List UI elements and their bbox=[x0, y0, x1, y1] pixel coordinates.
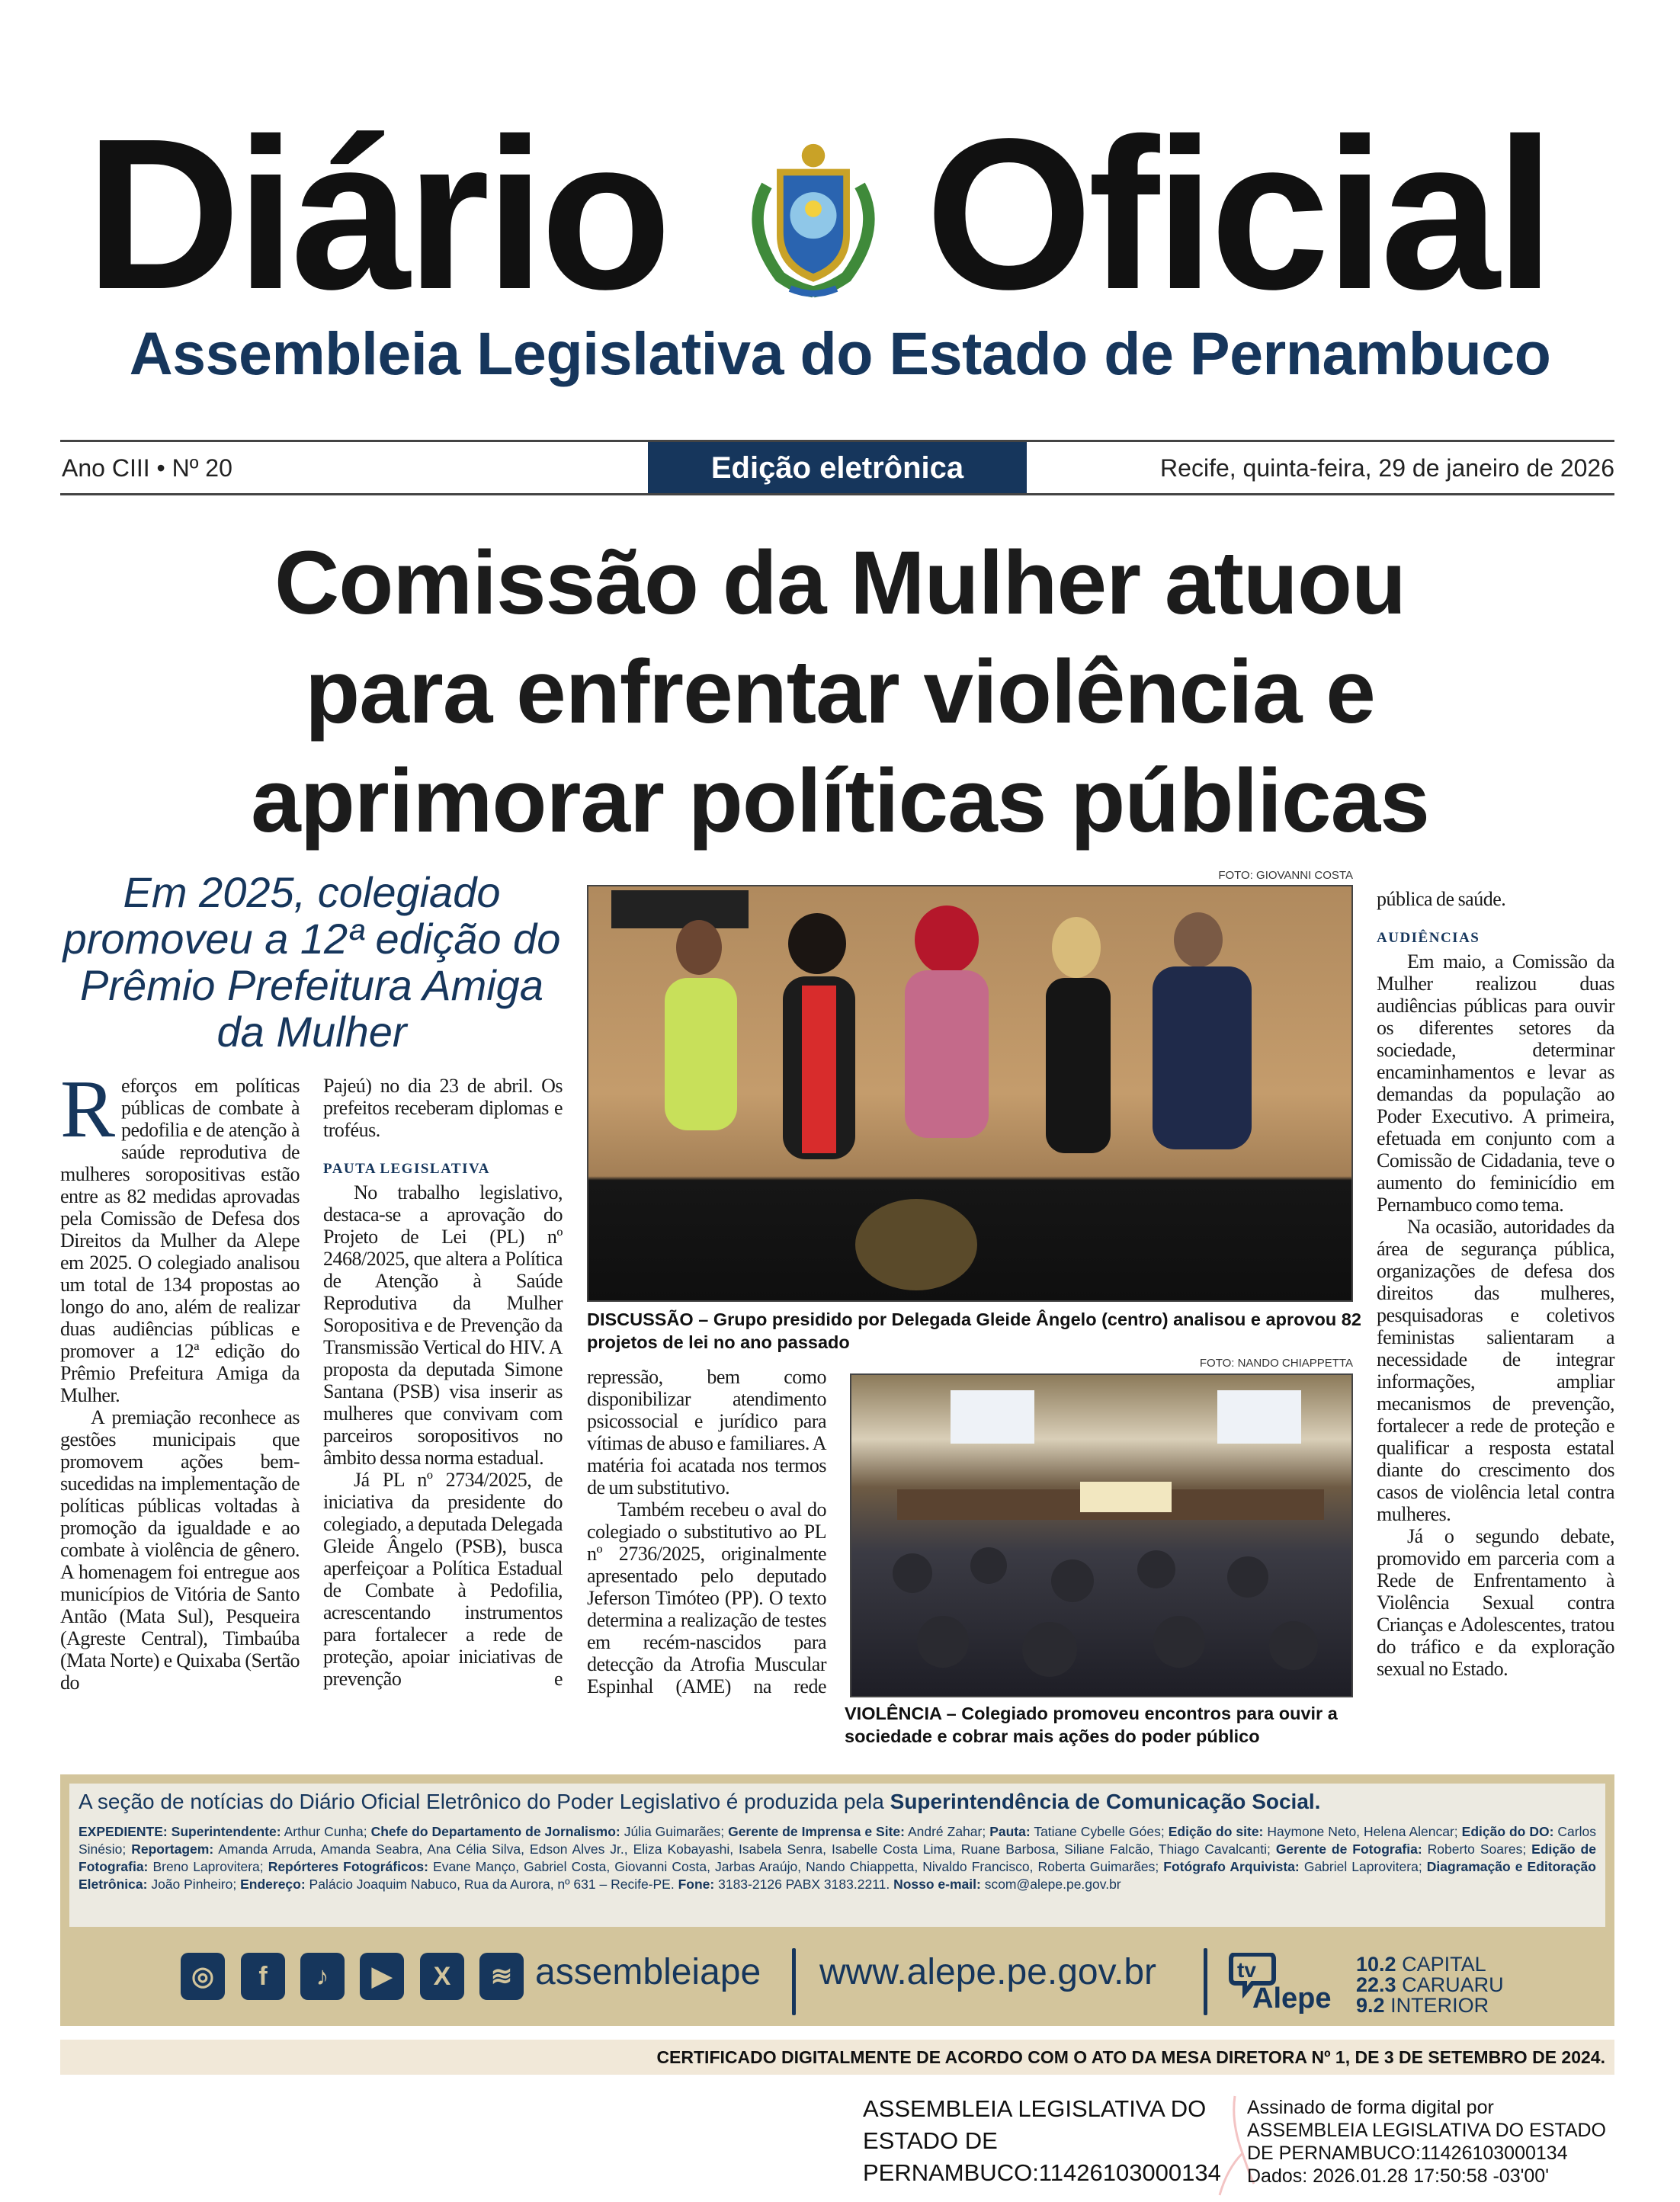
signature-line: ESTADO DE bbox=[863, 2127, 998, 2154]
photo-credit: FOTO: NANDO CHIAPPETTA bbox=[1199, 1357, 1353, 1370]
channel: 9.2 INTERIOR bbox=[1356, 1994, 1489, 2017]
paragraph: Já PL nº 2734/2025, de iniciativa da presidente do colegiado, a deputada Delegada Gleide Ângelo (PSB), busca aperfeiçoar a Política Estadual de Combate à Pedofilia, acrescentando instrumentos para fortalecer a rede de proteção, apoiar iniciativas de prevenção e bbox=[323, 1469, 563, 1690]
social-handle[interactable]: assembleiape bbox=[535, 1952, 761, 1992]
credit-label: Fotógrafo Arquivista: bbox=[1163, 1859, 1300, 1874]
credit-label: Gerente de Fotografia: bbox=[1275, 1841, 1422, 1857]
digital-signature-details bbox=[1247, 2096, 1628, 2188]
svg-text:Alepe: Alepe bbox=[1252, 1982, 1332, 2014]
youtube-icon[interactable]: ▶ bbox=[360, 1953, 404, 2000]
instagram-icon[interactable]: ◎ bbox=[181, 1953, 225, 2000]
signature-line: Dados: 2026.01.28 17:50:58 -03'00' bbox=[1247, 2165, 1549, 2187]
credit-value: scom@alepe.pe.gov.br bbox=[984, 1877, 1121, 1892]
x-icon[interactable]: X bbox=[420, 1953, 464, 2000]
credit-value: Amanda Arruda, Amanda Seabra, Ana Célia Silva, Edson Alves Jr., Eliza Kobayashi, Isabela Senra, Isabelle Costa Lima, Ruane Barbosa, Siliane Falcão, Thiago Cavalcanti; bbox=[218, 1841, 1271, 1857]
headline-line: para enfrentar violência e bbox=[305, 642, 1375, 742]
coat-of-arms-icon bbox=[730, 136, 896, 302]
deck: Em 2025, colegiado promoveu a 12ª edição do Prêmio Prefeitura Amiga da Mulher bbox=[63, 868, 561, 1056]
social-bar bbox=[60, 1927, 1614, 2026]
photo-credit: FOTO: GIOVANNI COSTA bbox=[1218, 869, 1353, 882]
credit-value: João Pinheiro; bbox=[151, 1877, 237, 1892]
person bbox=[665, 920, 737, 1130]
signature-line: ASSEMBLEIA LEGISLATIVA DO ESTADO bbox=[1247, 2120, 1606, 2141]
credit-label: Diagramação e Editoração Eletrônica: bbox=[79, 1859, 1596, 1892]
spotify-icon[interactable]: ≋ bbox=[479, 1953, 524, 2000]
edition-bar bbox=[60, 442, 1614, 494]
credit-label: Edição de Fotografia: bbox=[79, 1841, 1596, 1874]
paragraph: Na ocasião, autoridades da área de segurança pública, organizações de defesa dos direitos das mulheres, pesquisadoras e coletivos feministas salientaram a necessidade de integrar informações, ampliar mecanismos de prevenção, fortalecer a rede de proteção e qualificar a resposta estatal diante do crescimento dos casos de violência letal contra mulheres. bbox=[1377, 1216, 1614, 1525]
headline bbox=[0, 529, 1680, 856]
divider bbox=[792, 1948, 796, 2015]
masthead-title-right: Oficial bbox=[925, 94, 1550, 334]
credit-value: Gabriel Laprovitera; bbox=[1303, 1859, 1422, 1874]
credit-label: Reportagem: bbox=[131, 1841, 214, 1857]
facebook-icon[interactable]: f bbox=[241, 1953, 285, 2000]
paragraph: Também recebeu o aval do colegiado o substitutivo ao PL nº 2736/2025, originalmente apresentado pelo deputado Jeferson Timóteo (PP). O texto determina a realização de testes em recém-nascidos para detecção da Atrofia Muscular Espinhal (AME) na rede bbox=[587, 1498, 826, 1697]
footer-lead bbox=[79, 1790, 1596, 1814]
signature-line: Assinado de forma digital por bbox=[1247, 2097, 1494, 2118]
paragraph: No trabalho legislativo, destaca-se a aprovação do Projeto de Lei (PL) nº 2468/2025, que altera a Política de Atenção à Saúde Reprodutiva da Mulher Soropositiva e de Prevenção da Transmissão Vertical do HIV. A proposta da deputada Simone Santana (PSB) visa inserir as mulheres que convivam com parceiros soropositivos no âmbito dessa norma estadual. bbox=[323, 1181, 563, 1469]
credit-value: André Zahar; bbox=[907, 1824, 986, 1839]
channel: 10.2 CAPITAL bbox=[1356, 1953, 1486, 1976]
paragraph: pública de saúde. bbox=[1377, 888, 1506, 910]
photo-caption: VIOLÊNCIA – Colegiado promoveu encontros para ouvir a sociedade e cobrar mais ações do poder público bbox=[845, 1704, 1338, 1746]
certification-notice: CERTIFICADO DIGITALMENTE DE ACORDO COM O ATO DA MESA DIRETORA Nº 1, DE 3 DE SETEMBRO DE 2024. bbox=[60, 2040, 1614, 2075]
channel: 22.3 CARUARU bbox=[1356, 1973, 1504, 1996]
paragraph: Já o segundo debate, promovido em parceria com a Rede de Enfrentamento à Violência Sexual contra Crianças e Adolescentes, tratou do tráfico e da exploração sexual no Estado. bbox=[1377, 1525, 1614, 1680]
svg-text:tv: tv bbox=[1237, 1958, 1256, 1982]
credit-label: Pauta: bbox=[989, 1824, 1031, 1839]
digital-signature-name bbox=[863, 2093, 1244, 2189]
footer-expediente bbox=[60, 1774, 1614, 2026]
headline-line: Comissão da Mulher atuou bbox=[274, 533, 1406, 633]
credit-label: Fone: bbox=[678, 1877, 715, 1892]
credit-value: Carlos Sinésio; bbox=[79, 1824, 1596, 1857]
credit-value: Palácio Joaquim Nabuco, Rua da Aurora, nº 631 – Recife-PE. bbox=[309, 1877, 675, 1892]
expediente-panel bbox=[69, 1784, 1605, 1927]
credit-label: Gerente de Imprensa e Site: bbox=[728, 1824, 905, 1839]
divider bbox=[60, 493, 1614, 495]
credit-label: Repórteres Fotográficos: bbox=[268, 1859, 428, 1874]
photo-commission-members bbox=[587, 885, 1353, 1302]
staff-credits bbox=[79, 1823, 1596, 1893]
article-column-1 bbox=[60, 1064, 300, 1694]
paragraph: Em maio, a Comissão da Mulher realizou duas audiências públicas para ouvir os diferentes setores da sociedade, determinar encaminhamentos e levar as demandas da população ao Poder Executivo. A primeira, efetuada em conjunto com a Comissão de Cidadania, teve o aumento do feminicídio em Pernambuco como tema. bbox=[1377, 950, 1614, 1216]
article-column-4 bbox=[1377, 888, 1614, 1680]
credit-value: 3183-2126 PABX 3183.2211. bbox=[718, 1877, 890, 1892]
section-heading: PAUTA LEGISLATIVA bbox=[323, 1161, 490, 1177]
credit-value: Haymone Neto, Helena Alencar; bbox=[1267, 1824, 1458, 1839]
divider bbox=[1204, 1948, 1207, 2015]
tv-channels bbox=[1356, 1954, 1504, 2016]
paragraph: A premiação reconhece as gestões municipais que promovem ações bem-sucedidas na implementação de políticas públicas voltadas à promoção da igualdade e ao combate à violência de gênero. A homenagem foi entregue aos municípios de Vitória de Santo Antão (Mata Sul), Pesqueira (Agreste Central), Timbaúba (Mata Norte) e Quixaba (Sertão do bbox=[60, 1406, 300, 1694]
tiktok-icon[interactable]: ♪ bbox=[300, 1953, 345, 2000]
footer-lead-bold: Superintendência de Comunicação Social. bbox=[890, 1790, 1321, 1813]
credit-value: Arthur Cunha; bbox=[284, 1824, 367, 1839]
paragraph: eforços em políticas públicas de combate à pedofilia e de atenção à saúde reprodutiva de mulheres soropositivas estão entre as 82 medidas aprovadas pela Comissão de Defesa dos Direitos da Mulher da Alepe em 2025. O colegiado analisou um total de 134 propostas ao longo do ano, além de realizar duas audiências públicas e promover a 12ª edição do Prêmio Prefeitura Amiga da Mulher. bbox=[60, 1075, 300, 1406]
photo-audience-illustration bbox=[851, 1375, 1353, 1697]
signature-line: DE PERNAMBUCO:11426103000134 bbox=[1247, 2143, 1568, 2164]
masthead-title-left: Diário bbox=[85, 94, 668, 334]
credit-label: Chefe do Departamento de Jornalismo: bbox=[370, 1824, 620, 1839]
photo-caption: DISCUSSÃO – Grupo presidido por Delegada Gleide Ângelo (centro) analisou e aprovou 82 projetos de lei no ano passado bbox=[587, 1309, 1361, 1352]
paragraph: repressão, bem como disponibilizar atendimento psicossocial e jurídico para vítimas de abuso e familiares. A matéria foi acatada nos termos de um substitutivo. bbox=[587, 1366, 826, 1498]
paragraph: Pajeú) no dia 23 de abril. Os prefeitos receberam diplomas e troféus. bbox=[323, 1075, 563, 1141]
issue-number: Ano CIII • Nº 20 bbox=[62, 454, 232, 482]
article-column-2 bbox=[323, 1075, 563, 1690]
credit-label: Edição do DO: bbox=[1461, 1824, 1554, 1839]
website-link[interactable]: www.alepe.pe.gov.br bbox=[819, 1952, 1157, 1992]
credit-value: Roberto Soares; bbox=[1427, 1841, 1527, 1857]
credit-value: Breno Laprovitera; bbox=[152, 1859, 264, 1874]
footer-lead-text: A seção de notícias do Diário Oficial Eletrônico do Poder Legislativo é produzida pela bbox=[79, 1790, 884, 1813]
article-column-3 bbox=[587, 1366, 826, 1697]
credit-label: Endereço: bbox=[240, 1877, 306, 1892]
credit-value: Evane Manço, Gabriel Costa, Giovanni Costa, Jarbas Araújo, Nando Chiappetta, Nivaldo Francisco, Roberta Guimarães; bbox=[433, 1859, 1159, 1874]
photo-public-hearing bbox=[850, 1373, 1353, 1697]
credit-label: EXPEDIENTE: Superintendente: bbox=[79, 1824, 281, 1839]
masthead-subtitle: Assembleia Legislativa do Estado de Pernambuco bbox=[129, 319, 1551, 387]
tv-alepe-logo-icon bbox=[1226, 1953, 1341, 2014]
section-heading: AUDIÊNCIAS bbox=[1377, 930, 1480, 946]
edition-label: Edição eletrônica bbox=[648, 442, 1027, 494]
drop-cap: R bbox=[60, 1064, 116, 1155]
dateline: Recife, quinta-feira, 29 de janeiro de 2026 bbox=[1160, 454, 1614, 482]
signature-line: PERNAMBUCO:11426103000134 bbox=[863, 2159, 1221, 2186]
credit-value: Tatiane Cybelle Góes; bbox=[1034, 1824, 1165, 1839]
signature-line: ASSEMBLEIA LEGISLATIVA DO bbox=[863, 2095, 1207, 2122]
credit-value: Júlia Guimarães; bbox=[624, 1824, 725, 1839]
credit-label: Nosso e-mail: bbox=[893, 1877, 981, 1892]
headline-line: aprimorar políticas públicas bbox=[251, 751, 1429, 851]
credit-label: Edição do site: bbox=[1168, 1824, 1264, 1839]
photo-people-illustration bbox=[588, 886, 1353, 1302]
